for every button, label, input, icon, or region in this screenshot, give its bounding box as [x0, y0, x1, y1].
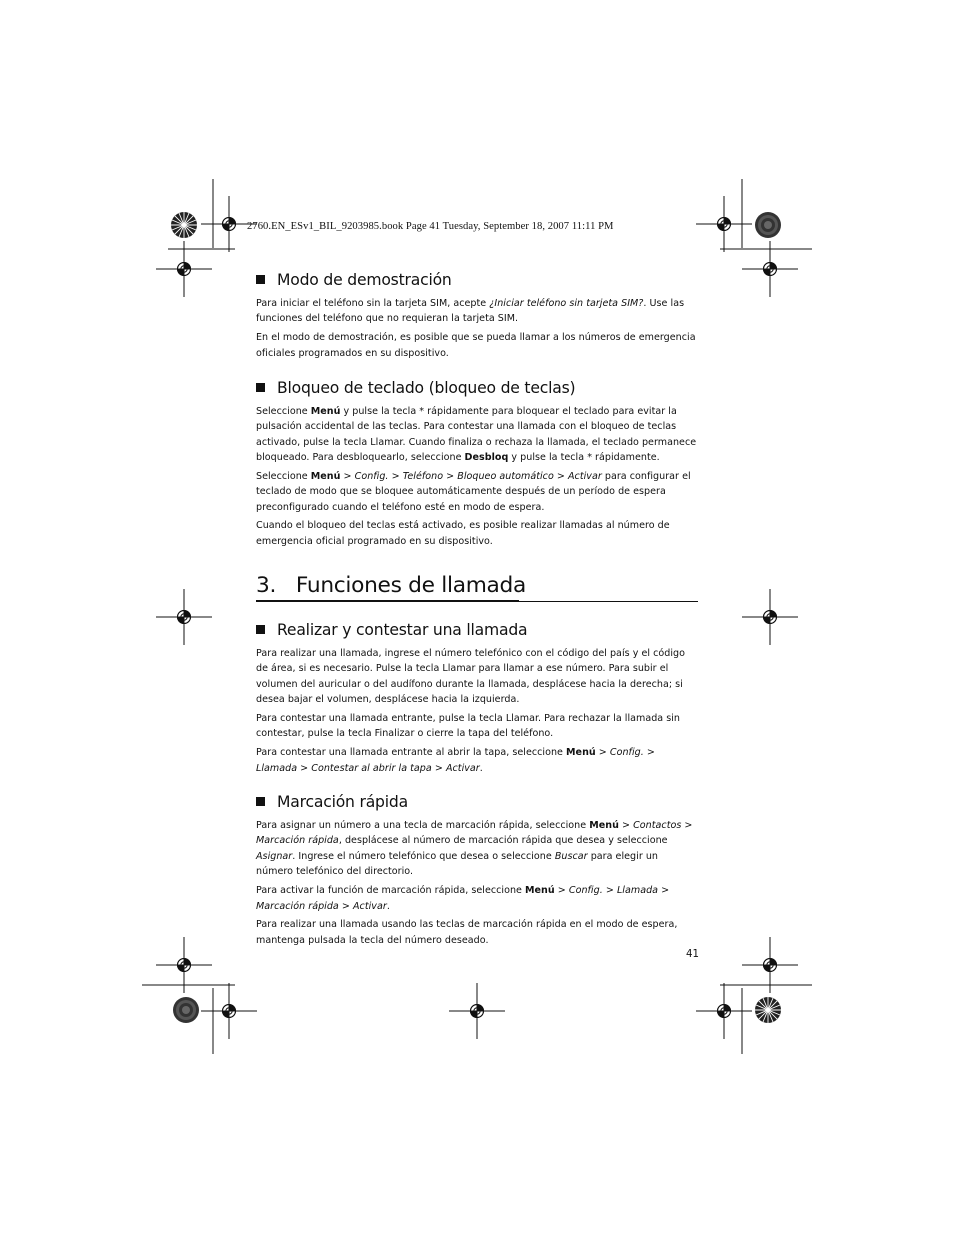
text-run: Para iniciar el teléfono sin la tarjeta SIM, acepte: [256, 298, 490, 309]
paragraph: Cuando el bloqueo del teclas está activado, es posible realizar llamadas al número de emergencia oficial programado en su dispositivo.: [256, 520, 670, 547]
registration-star-icon: [173, 997, 199, 1023]
section-title: Modo de demostración: [277, 271, 452, 289]
menu-option: Activar: [445, 762, 480, 774]
paragraph: Para realizar una llamada usando las teclas de marcación rápida en el modo de espera, mantenga pulsada la tecla del número deseado.: [256, 919, 678, 946]
menu-option: Buscar: [554, 850, 588, 862]
section-heading-speed-dial: [256, 792, 698, 812]
registration-mark-icon: [201, 983, 257, 1039]
bullet-square-icon: [256, 797, 265, 806]
print-header-line: 2760.EN_ESv1_BIL_9203985.book Page 41 Tuesday, September 18, 2007 11:11 PM: [247, 221, 614, 232]
text-run: Para asignar un número a una tecla de marcación rápida, seleccione: [256, 819, 590, 831]
menu-option: Config.: [354, 470, 389, 482]
menu-option: Marcación rápida: [256, 835, 339, 847]
text-run: >: [602, 885, 617, 897]
chapter-title-text: Funciones de llamada: [295, 572, 526, 598]
text-run: >: [340, 470, 355, 482]
paragraph: [256, 745, 698, 776]
text-run: >: [643, 747, 655, 759]
text-run: >: [431, 762, 446, 774]
paragraph: [256, 404, 698, 466]
registration-mark-icon: [449, 983, 505, 1039]
paragraph: Para contestar una llamada entrante, pulse la tecla Llamar. Para rechazar la llamada sin contestar, pulse la tecla Finalizar o cierre la tapa del teléfono.: [256, 712, 681, 740]
section-heading-keyguard: [256, 378, 698, 398]
text-run: >: [553, 470, 568, 482]
paragraph: [256, 883, 698, 914]
registration-star-icon: [755, 212, 781, 238]
menu-option: Teléfono: [402, 470, 444, 482]
text-run: Para contestar una llamada entrante al abrir la tapa, seleccione: [256, 747, 567, 759]
chapter-number: 3.: [256, 572, 277, 598]
text-run: Seleccione: [256, 470, 311, 482]
chapter-title: [256, 573, 698, 599]
paragraph: [256, 469, 698, 515]
ui-term: Menú: [310, 405, 341, 417]
menu-option: Contactos: [633, 819, 682, 831]
registration-mark-icon: [156, 589, 212, 645]
paragraph: Para realizar una llamada, ingrese el número telefónico con el código del país y el código de área, si es necesario. Pulse la tecla Llamar para llamar a ese número. Para subir el volumen del auricular o del audífono durante la llamada, desplácese hacia la derecha; si desea bajar el volumen, desplácese hacia la izquierda.: [256, 647, 685, 706]
bullet-square-icon: [256, 625, 265, 634]
text-run: >: [554, 885, 569, 897]
page-content: [256, 270, 698, 951]
ui-term: Menú: [525, 885, 555, 897]
section-heading-demo-mode: [256, 270, 698, 290]
menu-option: Config.: [609, 747, 644, 759]
text-run: >: [681, 819, 693, 831]
menu-option: Contestar al abrir la tapa: [311, 762, 432, 774]
text-run: para configurar el teclado de modo que se bloquee automáticamente después de un período de espera preconfigurado cuando el teléfono esté en modo de espera.: [256, 470, 691, 513]
text-run: y pulse la tecla * rápidamente.: [508, 451, 660, 463]
text-run: >: [443, 470, 458, 482]
text-run: . Use las funciones del teléfono que no requieran la tarjeta SIM.: [256, 298, 685, 325]
registration-mark-icon: [696, 196, 752, 252]
ui-term: Menú: [566, 747, 596, 759]
text-run: Para activar la función de marcación rápida, seleccione: [256, 885, 526, 897]
bullet-square-icon: [256, 275, 265, 284]
menu-option: Config.: [568, 885, 603, 897]
registration-mark-icon: [696, 983, 752, 1039]
text-run: Seleccione: [256, 405, 311, 417]
page-number: 41: [686, 949, 699, 960]
menu-option: Asignar: [256, 850, 293, 862]
text-run: >: [658, 885, 670, 897]
menu-option: ¿Iniciar teléfono sin tarjeta SIM?: [489, 298, 644, 309]
paragraph: [256, 818, 698, 880]
text-run: para elegir un número telefónico del directorio.: [256, 850, 659, 878]
section-heading-make-calls: [256, 620, 698, 640]
section-title: Realizar y contestar una llamada: [277, 620, 528, 639]
text-run: >: [388, 470, 403, 482]
text-run: .: [479, 762, 483, 774]
ui-term: Menú: [310, 470, 341, 482]
text-run: y pulse la tecla * rápidamente para bloquear el teclado para evitar la pulsación accidental de las teclas. Para contestar una llamada con el bloqueo de teclas activado, pulse la tecla Llamar. Cuando finaliza o rechaza la llamada, el teclado permanece bloqueado. Para desbloquearlo, seleccione: [256, 405, 697, 463]
paragraph: En el modo de demostración, es posible que se pueda llamar a los números de emergencia oficiales programados en su dispositivo.: [256, 332, 696, 359]
section-title: Marcación rápida: [277, 792, 408, 811]
text-run: >: [595, 747, 610, 759]
bullet-square-icon: [256, 383, 265, 392]
chapter-rule: [256, 600, 698, 603]
registration-mark-icon: [742, 589, 798, 645]
text-run: , desplácese al número de marcación rápida que desea y seleccione: [338, 835, 668, 847]
menu-option: Llamada: [616, 885, 659, 897]
text-run: >: [338, 900, 353, 912]
ui-term: Menú: [589, 819, 619, 831]
ui-term: Desbloq: [464, 451, 509, 463]
text-run: >: [297, 762, 312, 774]
menu-option: Activar: [353, 900, 387, 912]
registration-star-icon: [755, 997, 781, 1023]
registration-star-icon: [171, 212, 197, 238]
menu-option: Llamada: [256, 762, 298, 774]
menu-option: Activar: [568, 470, 602, 482]
text-run: .: [386, 900, 390, 912]
menu-option: Bloqueo automático: [457, 470, 554, 482]
section-title: Bloqueo de teclado (bloqueo de teclas): [277, 378, 576, 397]
menu-option: Marcación rápida: [256, 900, 339, 912]
chapter-heading: [256, 573, 698, 604]
text-run: . Ingrese el número telefónico que desea o seleccione: [292, 850, 555, 862]
paragraph: [256, 296, 698, 327]
text-run: >: [618, 819, 634, 831]
